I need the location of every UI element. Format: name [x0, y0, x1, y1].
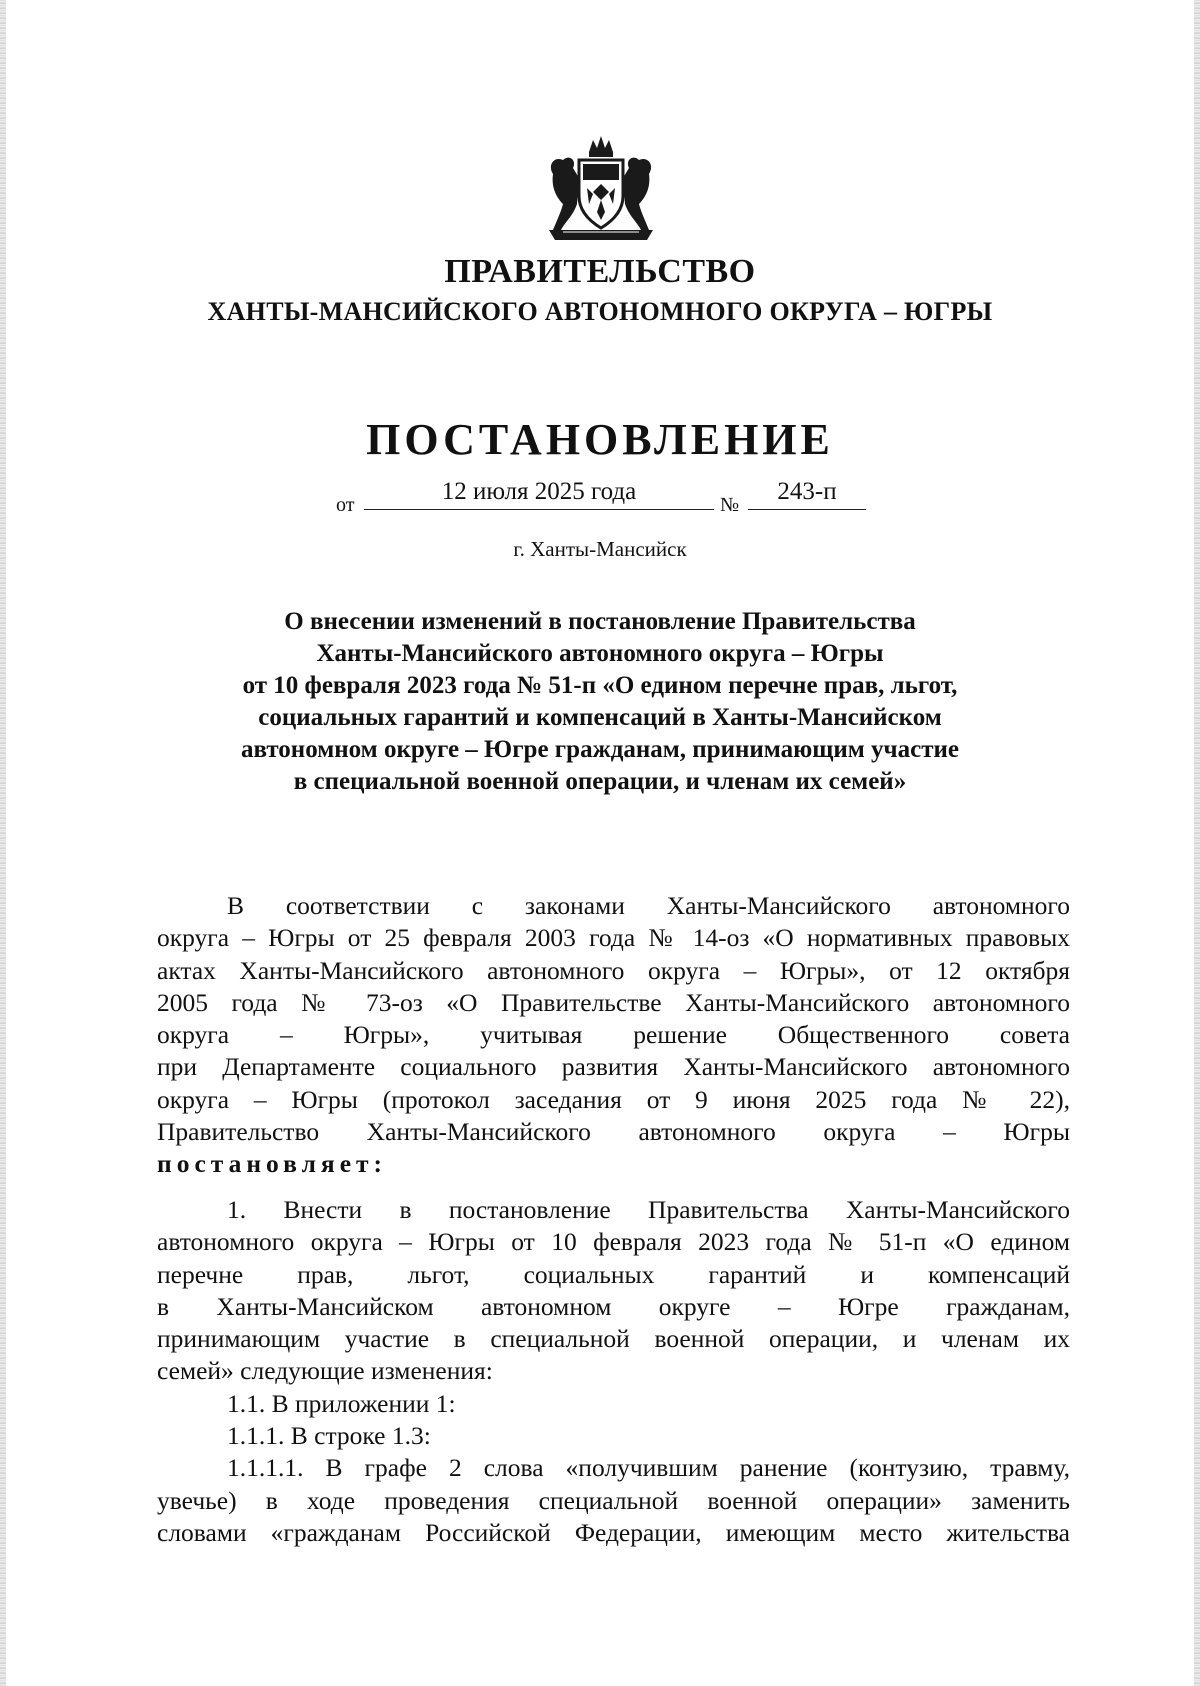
- preamble-line: при Департаменте социального развития Ханты-Мансийского автономного: [157, 1052, 1070, 1082]
- coat-of-arms-icon: [543, 134, 659, 242]
- document-heading: [150, 606, 1050, 798]
- heading-line: автономном округе – Югре гражданам, принимающим участие: [240, 736, 960, 763]
- heading-line: в специальной военной операции, и членам их семей»: [293, 768, 907, 795]
- item-line: увечье) в ходе проведения специальной военной операции» заменить: [157, 1485, 1070, 1515]
- date-prefix: от: [336, 494, 355, 516]
- item-1: [157, 1194, 1070, 1549]
- resolves-word: постановляет:: [157, 1149, 388, 1179]
- item-line: 1.1.1. В строке 1.3:: [227, 1421, 431, 1451]
- preamble-line: округа – Югры», учитывая решение Общественного совета: [157, 1020, 1070, 1050]
- date-number-row: [0, 478, 1200, 522]
- document-number: 243-п: [748, 478, 866, 510]
- preamble-line: В соответствии с законами Ханты-Мансийского автономного: [227, 891, 1070, 920]
- item-line: автономного округа – Югры от 10 февраля 2023 года № 51-п «О едином: [157, 1227, 1070, 1257]
- preamble: [157, 890, 1070, 1181]
- item-line: перечне прав, льгот, социальных гарантий и компенсаций: [157, 1259, 1070, 1289]
- item-line: 1.1. В приложении 1:: [227, 1388, 456, 1418]
- item-line: в Ханты-Мансийском автономном округе – Югре гражданам,: [157, 1291, 1070, 1321]
- heading-line: О внесении изменений в постановление Правительства: [284, 608, 916, 635]
- item-line: семей» следующие изменения:: [157, 1356, 493, 1386]
- item-line: принимающим участие в специальной военной операции, и членам их: [157, 1324, 1070, 1354]
- government-region: ХАНТЫ-МАНСИЙСКОГО АВТОНОМНОГО ОКРУГА – ЮГРЫ: [207, 297, 993, 326]
- preamble-line: Правительство Ханты-Мансийского автономного округа – Югры: [157, 1117, 1070, 1147]
- preamble-line: 2005 года № 73-оз «О Правительстве Ханты-Мансийского автономного: [157, 987, 1070, 1017]
- preamble-line: округа – Югры от 25 февраля 2003 года № 14-оз «О нормативных правовых: [157, 923, 1070, 953]
- document-city: г. Ханты-Мансийск: [513, 537, 687, 561]
- document-type: ПОСТАНОВЛЕНИЕ: [366, 415, 834, 464]
- heading-line: от 10 февраля 2023 года № 51-п «О едином перечне прав, льгот,: [242, 672, 958, 699]
- heading-line: социальных гарантий и компенсаций в Ханты-Мансийском: [258, 704, 942, 731]
- document-date: 12 июля 2025 года: [364, 478, 714, 510]
- heading-line: Ханты-Мансийского автономного округа – Югры: [316, 640, 884, 667]
- item-line: 1. Внести в постановление Правительства Ханты-Мансийского: [227, 1195, 1070, 1224]
- item-line: 1.1.1.1. В графе 2 слова «получившим ранение (контузию, травму,: [227, 1453, 1070, 1483]
- preamble-line: округа – Югры (протокол заседания от 9 июня 2025 года № 22),: [157, 1084, 1070, 1114]
- number-prefix: №: [720, 494, 740, 516]
- item-line: словами «гражданам Российской Федерации, имеющим место жительства: [157, 1517, 1070, 1547]
- government-name: ПРАВИТЕЛЬСТВО: [444, 253, 756, 290]
- preamble-line: актах Ханты-Мансийского автономного округа – Югры», от 12 октября: [157, 955, 1070, 985]
